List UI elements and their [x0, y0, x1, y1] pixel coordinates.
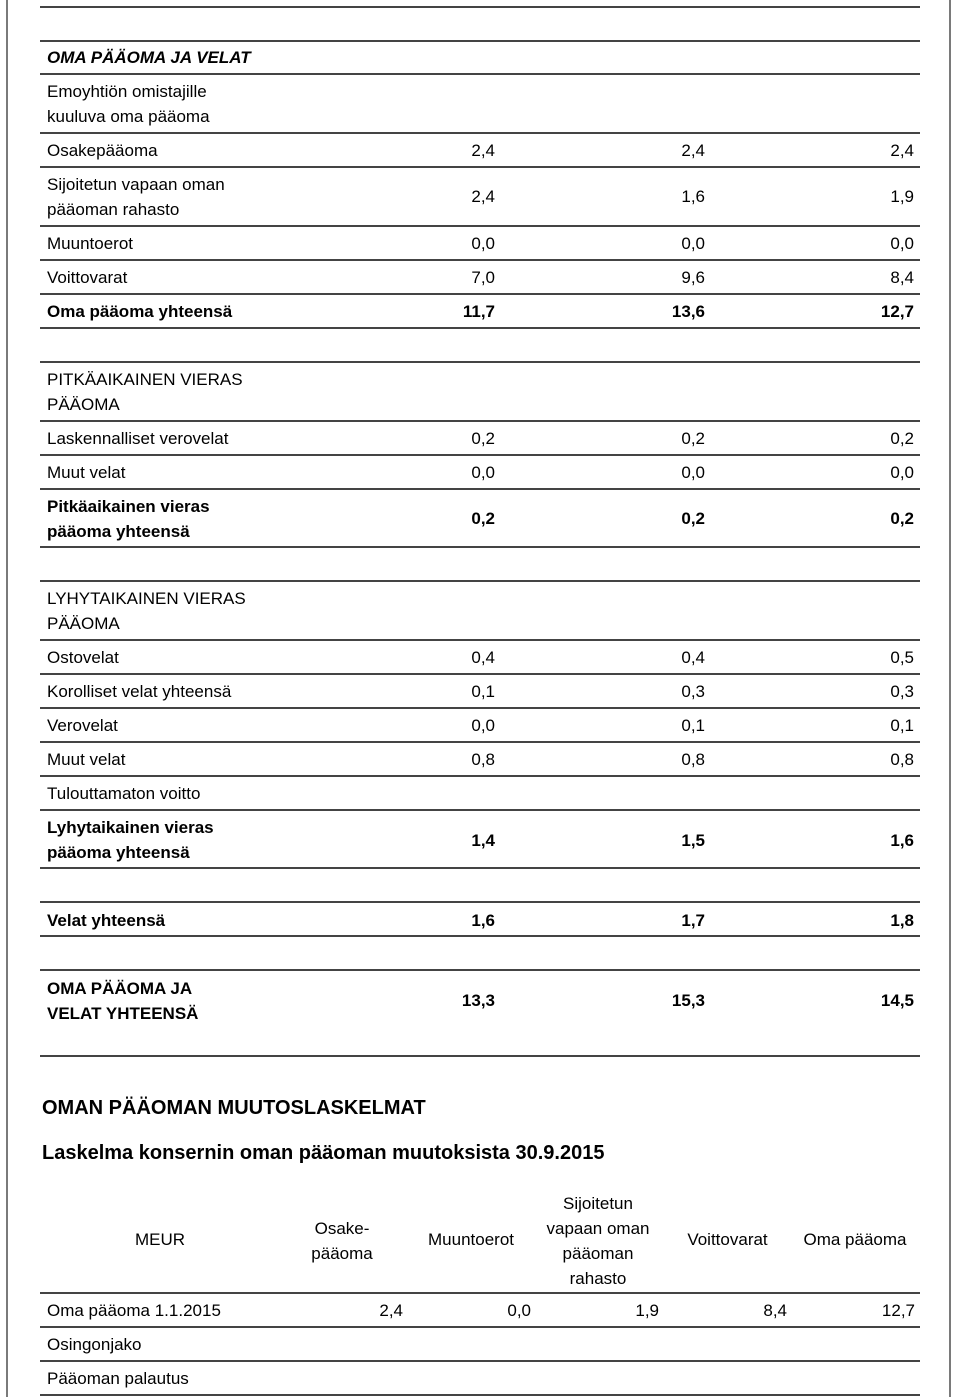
value-col1: 0,0: [471, 716, 495, 735]
divider: [40, 639, 920, 641]
value-col2: 2,4: [681, 141, 705, 160]
value-col1: 0,0: [471, 234, 495, 253]
row-label: Korolliset velat yhteensä: [47, 682, 232, 701]
row-label: Muuntoerot: [47, 234, 133, 253]
value-col2: 0,3: [681, 682, 705, 701]
row-label: Ostovelat: [47, 648, 119, 667]
value-col1: 11,7: [462, 302, 495, 321]
value-svop-rahasto: 1,9: [635, 1301, 659, 1320]
value-col3: 0,1: [890, 716, 914, 735]
divider: [40, 293, 920, 295]
column-header: MEUR: [134, 1230, 186, 1249]
column-header: Voittovarat: [687, 1230, 768, 1249]
value-col3: 0,2: [890, 429, 914, 448]
divider: [40, 546, 920, 548]
value-col1: 0,8: [471, 750, 495, 769]
divider: [40, 1055, 920, 1057]
column-header: Muuntoerot: [428, 1230, 514, 1249]
short-term-header: LYHYTAIKAINEN VIERAS PÄÄOMA: [47, 589, 246, 633]
column-header: Sijoitetun vapaan oman pääoman rahasto: [546, 1194, 650, 1288]
divider: [40, 741, 920, 743]
value-col2: 1,7: [681, 911, 705, 930]
value-col1: 1,6: [471, 911, 495, 930]
subtitle: Laskelma konsernin oman pääoman muutoksista 30.9.2015: [42, 1142, 605, 1164]
value-col3: 2,4: [890, 141, 914, 160]
value-col3: 12,7: [880, 302, 914, 321]
row-label: Pitkäaikainen vieras pääoma yhteensä: [47, 497, 210, 541]
value-col1: 0,1: [471, 682, 495, 701]
value-col2: 15,3: [671, 991, 705, 1010]
divider: [40, 488, 920, 490]
value-col3: 1,8: [890, 911, 914, 930]
value-col3: 8,4: [890, 268, 914, 287]
divider: [40, 1360, 920, 1362]
row-label: Oma pääoma 1.1.2015: [47, 1301, 221, 1320]
row-label: Sijoitetun vapaan oman pääoman rahasto: [47, 175, 225, 219]
value-col3: 0,2: [890, 509, 914, 528]
divider: [40, 969, 920, 971]
value-col2: 1,5: [681, 831, 705, 850]
divider: [40, 132, 920, 134]
divider: [40, 580, 920, 582]
row-label: Velat yhteensä: [47, 911, 166, 930]
divider: [40, 73, 920, 75]
value-col1: 0,4: [471, 648, 495, 667]
row-label: Lyhytaikainen vieras pääoma yhteensä: [47, 818, 214, 862]
value-col1: 2,4: [471, 187, 495, 206]
column-header: Oma pääoma: [803, 1230, 907, 1249]
value-col2: 0,2: [681, 509, 705, 528]
value-col3: 1,6: [890, 831, 914, 850]
value-col3: 0,5: [890, 648, 914, 667]
row-label: Laskennalliset verovelat: [47, 429, 229, 448]
row-label: Osingonjako: [47, 1335, 142, 1354]
value-muuntoerot: 0,0: [507, 1301, 531, 1320]
value-col2: 13,6: [671, 302, 705, 321]
divider: [40, 867, 920, 869]
value-col1: 7,0: [471, 268, 495, 287]
row-label: OMA PÄÄOMA JA VELAT YHTEENSÄ: [47, 979, 199, 1023]
equity-header: OMA PÄÄOMA JA VELAT: [47, 48, 251, 67]
row-label: Muut velat: [47, 750, 126, 769]
parent-equity-label: Emoyhtiön omistajille kuuluva oma pääoma: [47, 82, 210, 126]
left-border: [6, 0, 8, 1397]
divider: [40, 6, 920, 8]
divider: [40, 1292, 920, 1294]
divider: [40, 166, 920, 168]
value-col2: 0,0: [681, 234, 705, 253]
value-col2: 0,0: [681, 463, 705, 482]
value-col1: 13,3: [461, 991, 495, 1010]
divider: [40, 1326, 920, 1328]
divider: [40, 225, 920, 227]
divider: [40, 454, 920, 456]
right-border: [949, 0, 951, 1397]
value-osakepaaoma: 2,4: [379, 1301, 403, 1320]
value-col3: 0,0: [890, 234, 914, 253]
value-col2: 0,4: [681, 648, 705, 667]
value-col1: 2,4: [471, 141, 495, 160]
row-label: Tulouttamaton voitto: [47, 784, 201, 803]
row-label: Verovelat: [47, 716, 118, 735]
divider: [40, 327, 920, 329]
divider: [40, 935, 920, 937]
divider: [40, 420, 920, 422]
divider: [40, 1394, 920, 1396]
value-col2: 1,6: [681, 187, 705, 206]
value-col2: 9,6: [681, 268, 705, 287]
divider: [40, 259, 920, 261]
row-label: Oma pääoma yhteensä: [47, 302, 233, 321]
section-title: OMAN PÄÄOMAN MUUTOSLASKELMAT: [42, 1097, 426, 1119]
value-col2: 0,1: [681, 716, 705, 735]
value-col3: 0,3: [890, 682, 914, 701]
divider: [40, 40, 920, 42]
row-label: Osakepääoma: [47, 141, 158, 160]
row-label: Muut velat: [47, 463, 126, 482]
divider: [40, 361, 920, 363]
long-term-header: PITKÄAIKAINEN VIERAS PÄÄOMA: [47, 370, 243, 414]
divider: [40, 901, 920, 903]
value-oma-paaoma: 12,7: [881, 1301, 915, 1320]
value-col1: 0,2: [471, 429, 495, 448]
row-label: Pääoman palautus: [47, 1369, 189, 1388]
value-col3: 0,0: [890, 463, 914, 482]
row-label: Voittovarat: [47, 268, 128, 287]
divider: [40, 673, 920, 675]
divider: [40, 707, 920, 709]
value-col2: 0,2: [681, 429, 705, 448]
value-col3: 14,5: [880, 991, 914, 1010]
value-col2: 0,8: [681, 750, 705, 769]
value-col1: 1,4: [471, 831, 495, 850]
value-col1: 0,0: [471, 463, 495, 482]
value-col1: 0,2: [471, 509, 495, 528]
divider: [40, 775, 920, 777]
value-col3: 0,8: [890, 750, 914, 769]
value-col3: 1,9: [890, 187, 914, 206]
column-header: Osake-pääoma: [311, 1219, 373, 1263]
value-voittovarat: 8,4: [763, 1301, 787, 1320]
divider: [40, 809, 920, 811]
